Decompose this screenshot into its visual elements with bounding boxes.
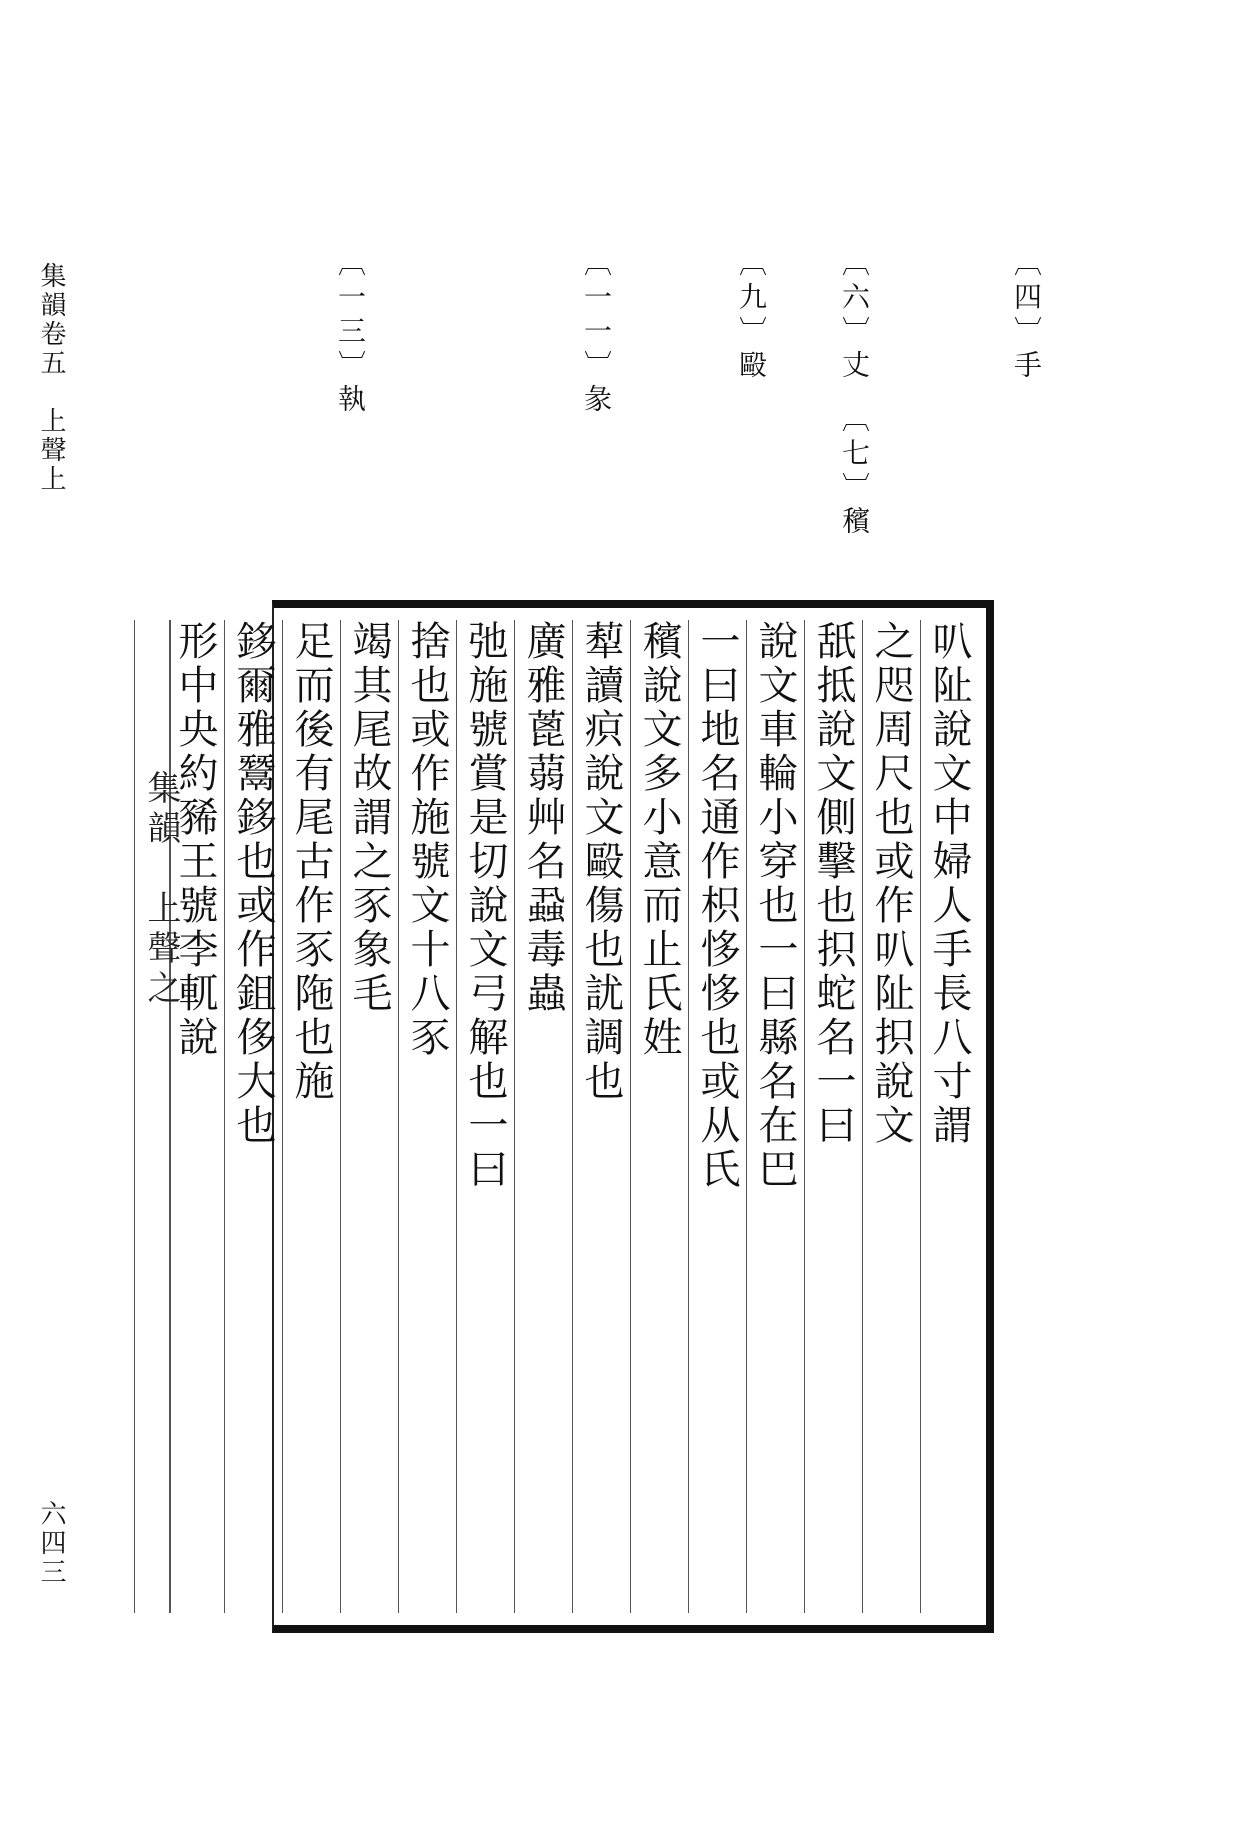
text-column: 足而後有尾古作豕陁也施: [282, 620, 340, 1613]
centerfold-label: 集韻 上聲之: [141, 770, 181, 1010]
woodblock-frame: [141, 600, 994, 1633]
text-column: 穦說文多小意而止氏姓: [630, 620, 688, 1613]
text-column: 之咫周尺也或作叭阯抧說文: [862, 620, 920, 1613]
text-column: 捨也或作施號文十八豕: [398, 620, 456, 1613]
centerfold: [134, 620, 181, 1613]
collation-note: 〔九〕毆: [735, 248, 768, 384]
collation-note: 〔一三〕執: [334, 248, 367, 418]
running-head: 集韻卷五 上聲上: [36, 262, 66, 494]
text-column: 一曰地名通作枳恀恀也或从氏: [688, 620, 746, 1613]
page-body: [141, 620, 978, 1613]
text-column: 鉹爾雅鬵鉹也或作鉏侈大也: [224, 620, 282, 1613]
text-column: 弛施號賞是切說文弓解也一曰: [456, 620, 514, 1613]
text-column: 說文車輪小穿也一曰縣名在巴: [746, 620, 804, 1613]
text-column: 形中央約豨王號李軏說: [170, 620, 224, 1613]
text-column: 廣雅蓖蒻艸名蝨毒蟲: [514, 620, 572, 1613]
text-column: 叭阯說文中婦人手長八寸謂: [920, 620, 978, 1613]
text-column: 竭其尾故謂之豕象毛: [340, 620, 398, 1613]
page-number: 六四三: [36, 1500, 66, 1587]
collation-note: 〔六〕丈 〔七〕穦: [838, 248, 871, 540]
text-column: 䔣讀疻說文毆傷也訧調也: [572, 620, 630, 1613]
collation-note: 〔一一〕彖: [580, 248, 613, 418]
text-column: 舐抵說文側擊也抧蛇名一曰: [804, 620, 862, 1613]
collation-note: 〔四〕手: [1010, 248, 1043, 384]
